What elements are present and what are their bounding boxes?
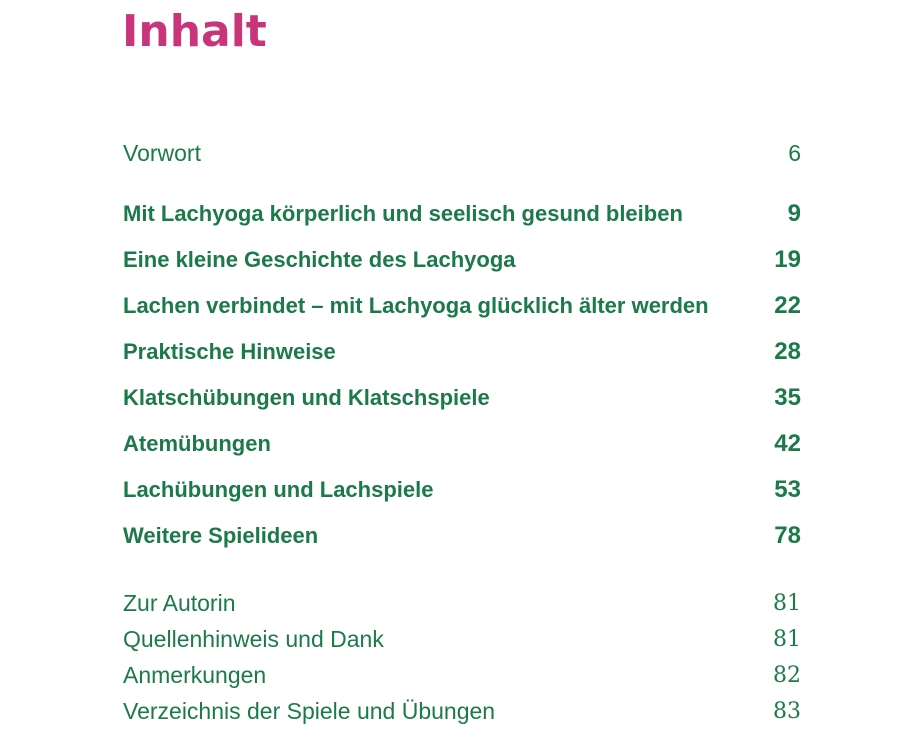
toc-entry-page: 83 <box>773 698 801 724</box>
toc-chapter-7 <box>123 475 801 505</box>
page-title: Inhalt <box>122 6 267 57</box>
toc-appendix-4 <box>123 696 801 726</box>
toc-entry-label: Verzeichnis der Spiele und Übungen <box>123 697 496 724</box>
toc-entry-label: Lachübungen und Lachspiele <box>123 477 434 502</box>
toc-chapter-4 <box>123 337 801 367</box>
toc-entry-page: 6 <box>788 139 801 166</box>
toc-entry-page: 28 <box>774 338 801 365</box>
toc-entry-page: 81 <box>773 626 801 652</box>
toc-appendix-2 <box>123 624 801 654</box>
toc-entry-label: Praktische Hinweise <box>123 339 336 364</box>
toc-entry-page: 22 <box>774 292 801 319</box>
toc-chapter-1 <box>123 199 801 229</box>
toc-entry-vorwort <box>123 138 801 168</box>
toc-chapter-5 <box>123 383 801 413</box>
toc-entry-label: Weitere Spielideen <box>123 523 319 548</box>
toc-appendix-1 <box>123 588 801 618</box>
toc-chapter-8 <box>123 521 801 551</box>
toc-entry-label: Quellenhinweis und Dank <box>123 625 384 652</box>
toc-entry-label: Mit Lachyoga körperlich und seelisch gesund bleiben <box>123 201 683 226</box>
toc-entry-label: Atemübungen <box>123 431 271 456</box>
toc-entry-page: 53 <box>774 476 801 503</box>
toc-entry-page: 81 <box>773 590 801 616</box>
toc-entry-page: 35 <box>774 384 801 411</box>
toc-chapter-3 <box>123 291 801 321</box>
toc-entry-label: Lachen verbindet – mit Lachyoga glücklich älter werden <box>123 293 709 318</box>
toc-entry-label: Vorwort <box>123 139 201 166</box>
toc-entry-page: 9 <box>787 200 801 227</box>
toc-entry-label: Anmerkungen <box>123 661 267 688</box>
toc-entry-label: Zur Autorin <box>123 589 236 616</box>
toc-entry-label: Eine kleine Geschichte des Lachyoga <box>123 247 516 272</box>
toc-entry-label: Klatschübungen und Klatschspiele <box>123 385 490 410</box>
toc-chapter-2 <box>123 245 801 275</box>
toc-appendix-3 <box>123 660 801 690</box>
toc-entry-page: 82 <box>773 662 801 688</box>
toc-entry-page: 19 <box>774 246 801 273</box>
toc-chapter-6 <box>123 429 801 459</box>
toc-entry-page: 78 <box>774 522 801 549</box>
toc-entry-page: 42 <box>774 430 801 457</box>
